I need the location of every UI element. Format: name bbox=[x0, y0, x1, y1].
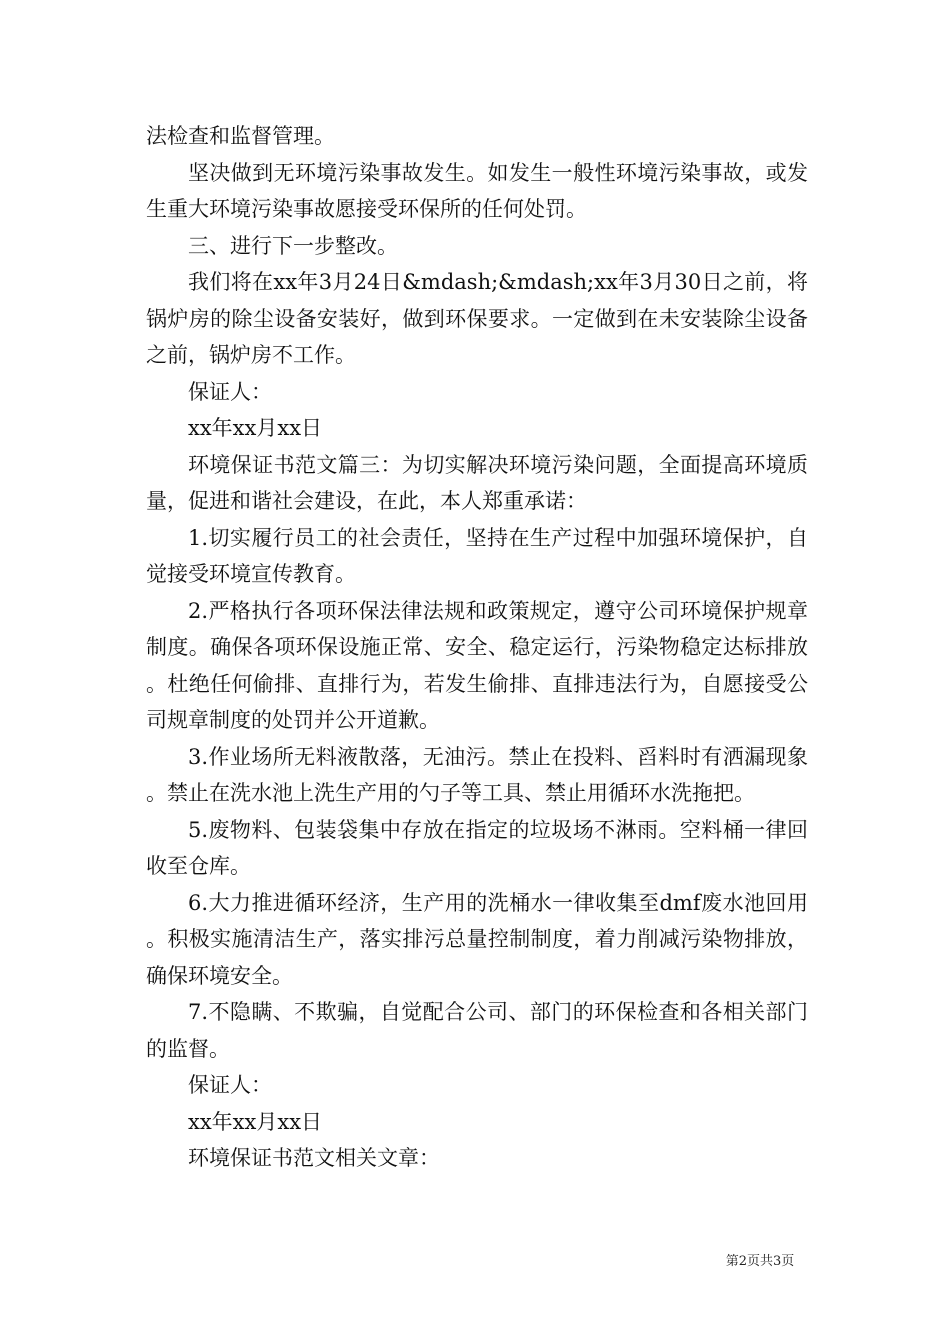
paragraph-8: 2.严格执行各项环保法律法规和政策规定，遵守公司环境保护规章制度。确保各项环保设施正常、安全、稳定运行，污染物稳定达标排放。杜绝任何偷排、直排行为，若发生偷排、直排违法行为，自愿接受公司规章制度的处罚并公开道歉。 bbox=[146, 598, 808, 732]
page-number: 第2页共3页 bbox=[725, 1254, 795, 1269]
paragraph-6: 环境保证书范文篇三：为切实解决环境污染问题，全面提高环境质量，促进和谐社会建设，在此，本人郑重承诺： bbox=[146, 452, 808, 513]
paragraph-9: 3.作业场所无料液散落，无油污。禁止在投料、舀料时有洒漏现象。禁止在洗水池上洗生产用的勺子等工具、禁止用循环水洗拖把。 bbox=[146, 744, 808, 805]
paragraph-0: 法检查和监督管理。 bbox=[146, 124, 335, 148]
paragraph-14: xx年xx月xx日 bbox=[188, 1109, 323, 1134]
paragraph-2: 三、进行下一步整改。 bbox=[188, 233, 398, 258]
paragraph-10: 5.废物料、包装袋集中存放在指定的垃圾场不淋雨。空料桶一律回收至仓库。 bbox=[146, 817, 808, 878]
paragraph-7: 1.切实履行员工的社会责任，坚持在生产过程中加强环境保护，自觉接受环境宣传教育。 bbox=[146, 525, 808, 586]
paragraph-15: 环境保证书范文相关文章： bbox=[188, 1146, 440, 1170]
paragraph-3: 我们将在xx年3月24日&mdash;&mdash;xx年3月30日之前，将锅炉房的除尘设备安装好，做到环保要求。一定做到在未安装除尘设备之前，锅炉房不工作。 bbox=[146, 270, 808, 367]
paragraph-12: 7.不隐瞒、不欺骗，自觉配合公司、部门的环保检查和各相关部门的监督。 bbox=[146, 1000, 808, 1061]
paragraph-5: xx年xx月xx日 bbox=[188, 416, 323, 440]
paragraph-13: 保证人： bbox=[188, 1073, 272, 1097]
paragraph-4: 保证人： bbox=[188, 379, 272, 404]
document-body bbox=[146, 118, 808, 1177]
paragraph-11: 6.大力推进循环经济，生产用的洗桶水一律收集至dmf废水池回用。积极实施清洁生产，落实排污总量控制制度，着力削减污染物排放，确保环境安全。 bbox=[146, 890, 808, 988]
paragraph-1: 坚决做到无环境污染事故发生。如发生一般性环境污染事故，或发生重大环境污染事故愿接受环保所的任何处罚。 bbox=[146, 160, 808, 221]
